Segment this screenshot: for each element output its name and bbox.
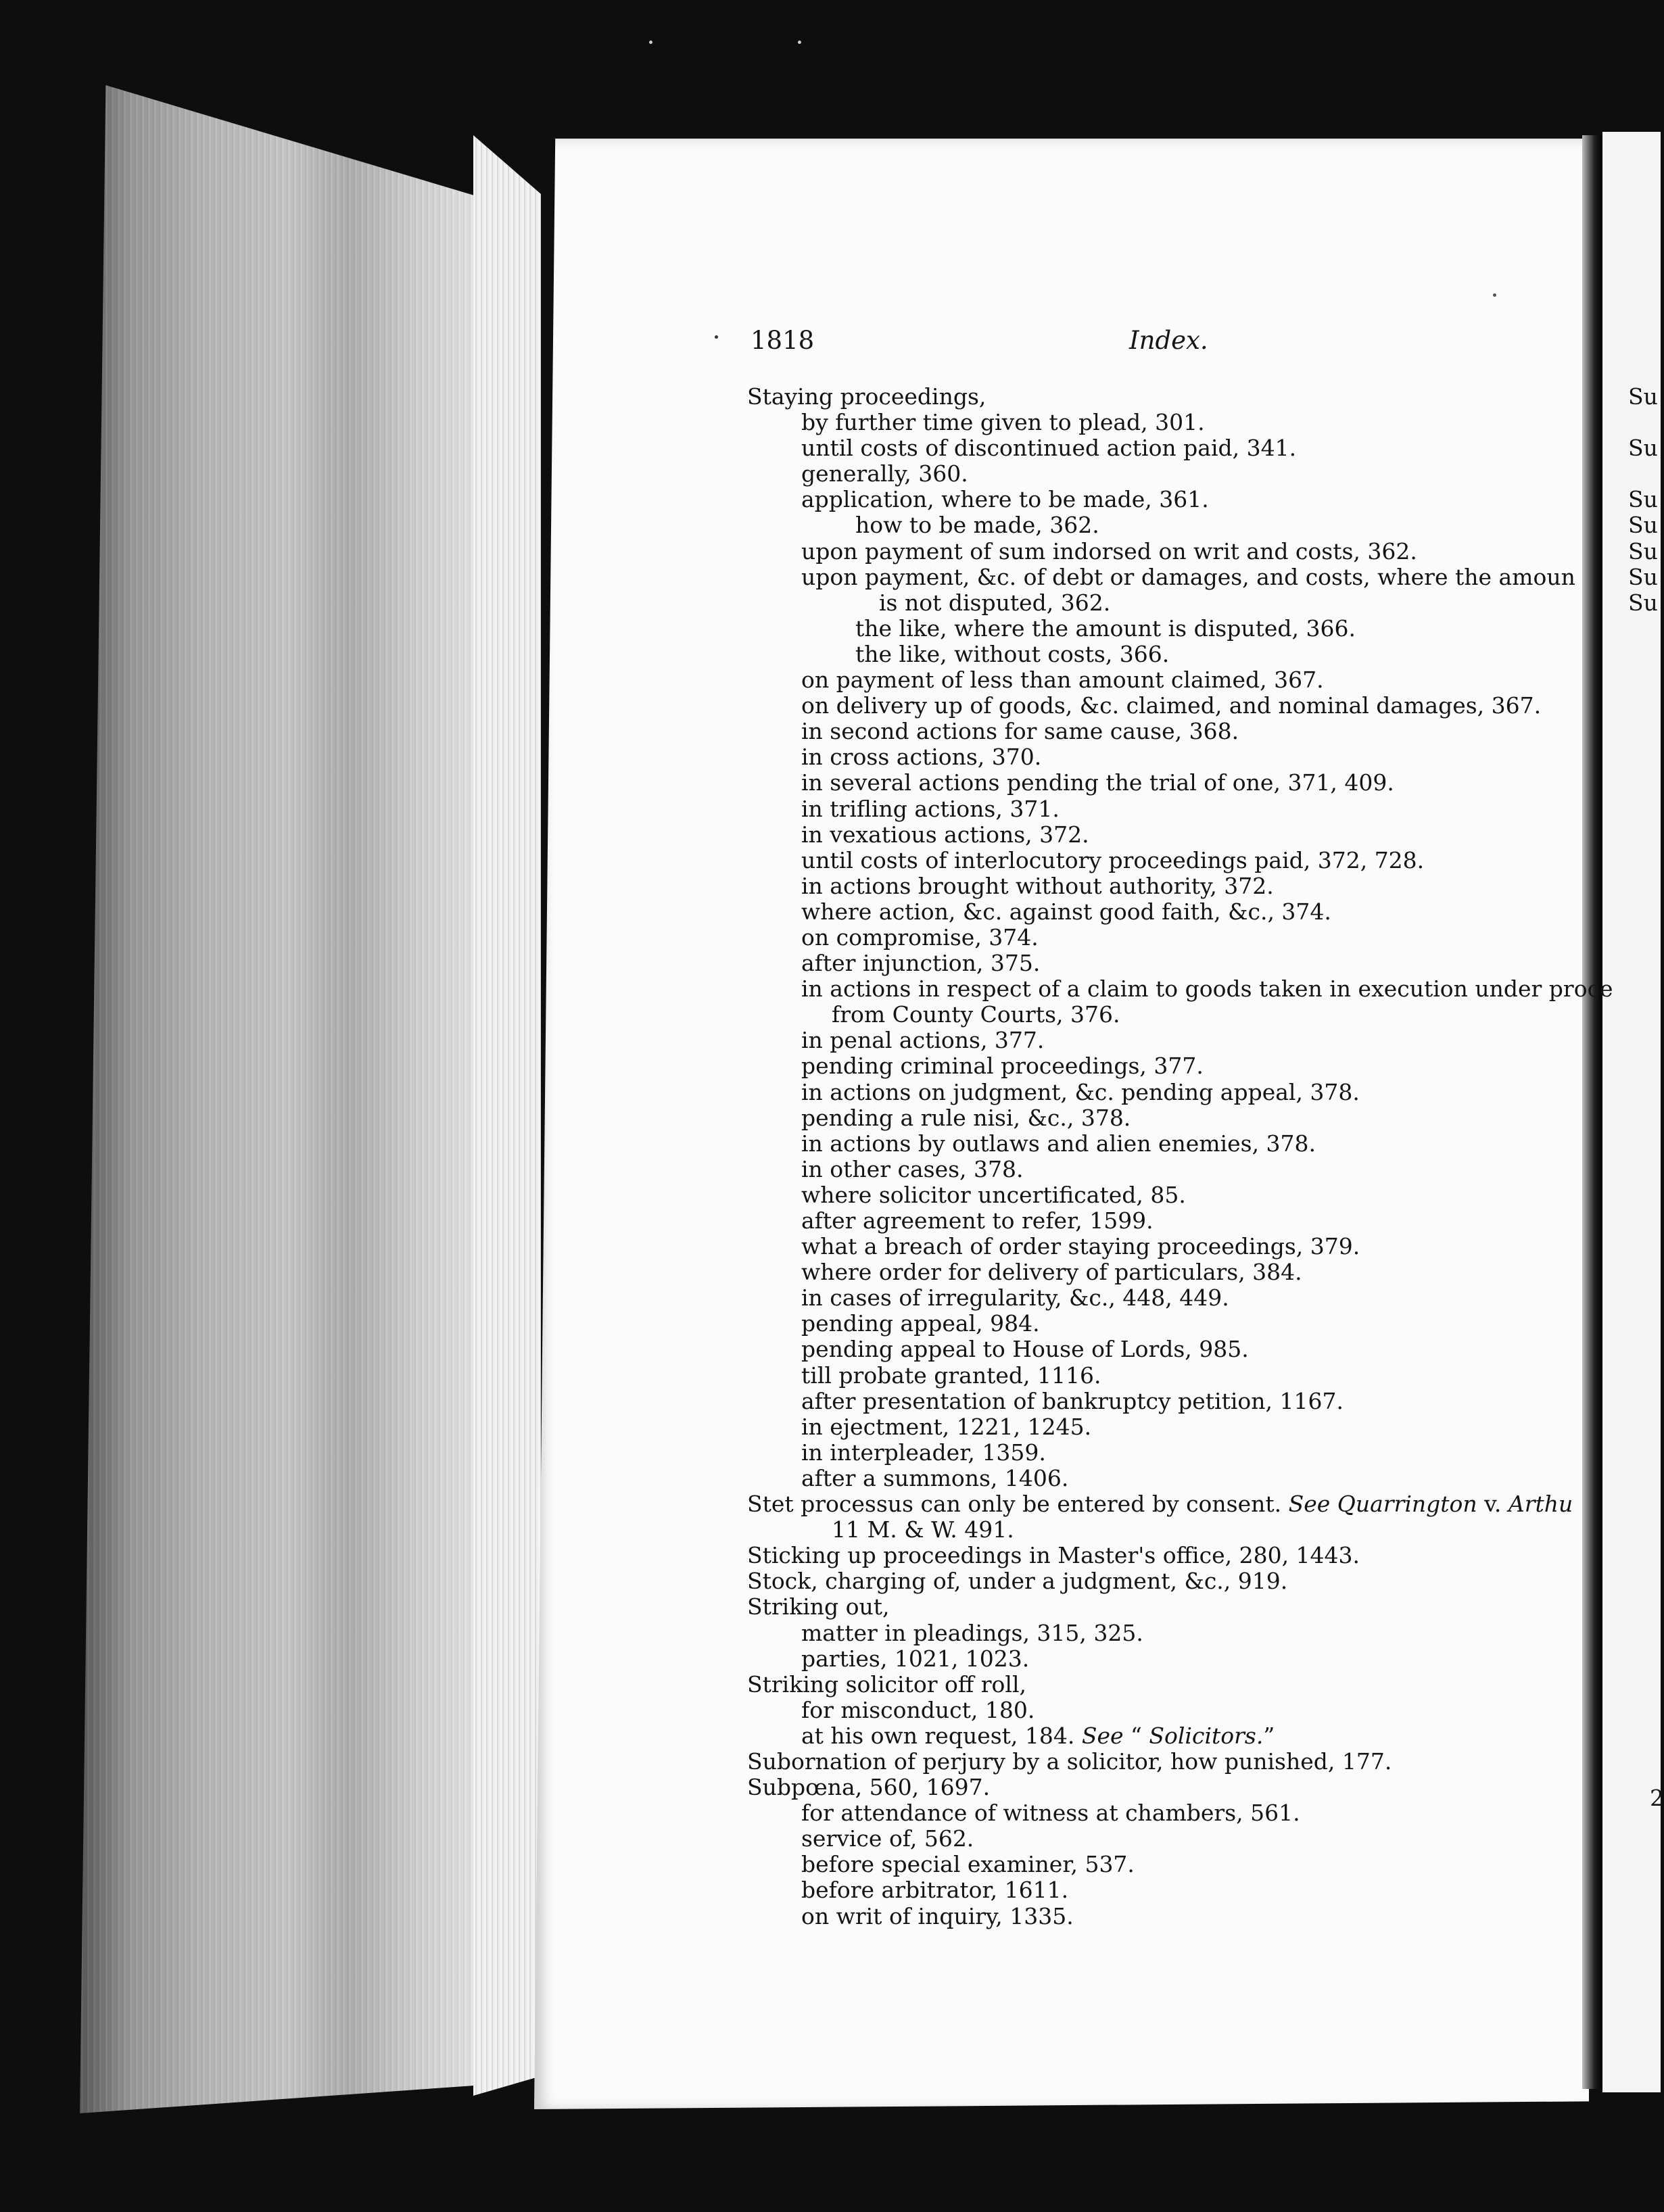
index-entry — [747, 435, 1586, 461]
index-entry — [747, 642, 1586, 667]
index-entry — [747, 796, 1586, 822]
facing-page-fragment: Su — [1628, 383, 1658, 410]
index-entry — [747, 1131, 1586, 1157]
index-entry-text: Subornation of perjury by a solicitor, how punished, 177. — [747, 1748, 1392, 1775]
index-entry-text: what a breach of order staying proceedings, 379. — [801, 1233, 1360, 1260]
facing-page-fragment: Su — [1628, 589, 1658, 616]
index-entry-text: pending appeal, 984. — [801, 1310, 1040, 1337]
facing-page-fragment: Su — [1628, 486, 1658, 513]
facing-page-fragments — [1628, 384, 1661, 616]
index-entry — [747, 616, 1586, 642]
index-entry-text: application, where to be made, 361. — [801, 486, 1209, 513]
index-entry — [747, 770, 1586, 796]
index-entry — [747, 693, 1586, 719]
index-entry — [747, 1852, 1586, 1877]
facing-page-fragment: Su — [1628, 563, 1658, 590]
index-entry — [747, 384, 1586, 410]
index-entry — [747, 1466, 1586, 1491]
index-entry — [747, 1775, 1586, 1800]
index-entry — [747, 1749, 1586, 1775]
index-entry — [747, 1491, 1586, 1517]
index-entry-text: till probate granted, 1116. — [801, 1362, 1101, 1389]
index-entry — [747, 1105, 1586, 1131]
index-entry-italic: See — [1081, 1722, 1124, 1749]
index-entry-text: on writ of inquiry, 1335. — [801, 1902, 1074, 1929]
index-entry — [747, 1517, 1586, 1543]
index-entry — [747, 925, 1586, 951]
index-entry-text: in several actions pending the trial of one, 371, 409. — [801, 769, 1394, 796]
index-entry-italic: See Quarrington — [1288, 1491, 1477, 1518]
index-entry — [747, 848, 1586, 873]
index-entry — [747, 1826, 1586, 1852]
index-entry — [747, 1208, 1586, 1234]
index-entry-text: service of, 562. — [801, 1825, 974, 1852]
index-entry — [747, 487, 1586, 512]
index-entry-text: in penal actions, 377. — [801, 1027, 1045, 1054]
index-entry — [747, 1285, 1586, 1311]
index-entry — [747, 1646, 1586, 1672]
index-entry-text: the like, without costs, 366. — [855, 640, 1170, 667]
running-title: Index. — [1129, 326, 1208, 355]
index-entry-text: in interpleader, 1359. — [801, 1439, 1046, 1466]
index-entry — [747, 899, 1586, 925]
index-entry-text: pending criminal proceedings, 377. — [801, 1053, 1204, 1080]
index-entry — [747, 410, 1586, 435]
index-entry — [747, 564, 1586, 590]
index-entry — [747, 1234, 1586, 1259]
index-entry — [747, 539, 1586, 564]
dust-speck — [649, 41, 652, 44]
index-entry — [747, 1904, 1586, 1929]
index-entry-text: until costs of discontinued action paid, 341. — [801, 435, 1297, 462]
index-entry — [747, 1594, 1586, 1620]
index-entry-text: the like, where the amount is disputed, 366. — [855, 615, 1356, 642]
index-entry — [747, 1028, 1586, 1053]
index-entry-text: in actions in respect of a claim to goods taken in execution under proce — [801, 976, 1613, 1003]
index-entry-text: pending a rule nisi, &c., 378. — [801, 1104, 1131, 1131]
index-entry-text: for misconduct, 180. — [801, 1696, 1035, 1723]
index-entry — [747, 976, 1613, 1003]
index-entry-text: where solicitor uncertificated, 85. — [801, 1181, 1186, 1208]
index-entry — [747, 1414, 1586, 1440]
index-entry-text: matter in pleadings, 315, 325. — [801, 1619, 1143, 1646]
index-entry — [747, 873, 1586, 899]
index-entry-text: in cases of irregularity, &c., 448, 449. — [801, 1284, 1229, 1312]
index-entry — [747, 1311, 1586, 1337]
index-entry — [747, 1672, 1586, 1698]
index-entry-text: 11 M. & W. 491. — [832, 1516, 1014, 1543]
index-entry-text: Sticking up proceedings in Master's office, 280, 1443. — [747, 1542, 1360, 1569]
index-entry-text: where order for delivery of particulars, 384. — [801, 1259, 1302, 1286]
facing-page-fragment: Su — [1628, 435, 1658, 462]
index-entry — [747, 1053, 1586, 1079]
index-entry-italic: Arthu — [1508, 1491, 1573, 1518]
index-entry-text: in vexatious actions, 372. — [801, 821, 1089, 848]
index-entry — [747, 1002, 1586, 1028]
index-entry-text: after presentation of bankruptcy petition, 1167. — [801, 1387, 1344, 1414]
facing-page-fragment: Su — [1628, 512, 1658, 539]
index-entry-text: by further time given to plead, 301. — [801, 409, 1205, 436]
index-entry-text: Stet processus can only be entered by consent. — [747, 1491, 1289, 1518]
facing-page-fragment — [1628, 461, 1661, 487]
index-entry-text: in second actions for same cause, 368. — [801, 718, 1239, 745]
index-entry — [747, 1080, 1586, 1105]
index-entry — [747, 719, 1586, 744]
index-entry — [747, 1259, 1586, 1285]
index-entry-text: at his own request, 184. — [801, 1722, 1082, 1749]
index-entry-text: before special examiner, 537. — [801, 1851, 1135, 1878]
index-entry — [747, 1440, 1586, 1466]
index-entry — [747, 1698, 1586, 1723]
index-entry-text: Striking solicitor off roll, — [747, 1670, 1026, 1698]
index-entry — [747, 461, 1586, 487]
dust-speck — [715, 335, 718, 339]
index-entry-text: Staying proceedings, — [747, 383, 986, 410]
index-entry-text: Subpœna, 560, 1697. — [747, 1774, 991, 1801]
index-entry — [747, 1568, 1586, 1594]
index-entries — [747, 383, 1613, 1939]
index-entry — [747, 667, 1586, 693]
index-entry-text: on delivery up of goods, &c. claimed, and nominal damages, 367. — [801, 692, 1542, 719]
index-entry-text: “ — [1123, 1722, 1149, 1749]
index-entry — [747, 512, 1586, 538]
index-entry — [747, 951, 1586, 976]
facing-page-number-fragment: 2 — [1650, 1785, 1664, 1811]
index-entry — [747, 1800, 1586, 1826]
index-entry-text: pending appeal to House of Lords, 985. — [801, 1336, 1249, 1363]
index-entry — [747, 744, 1586, 770]
index-entry-text: Striking out, — [747, 1593, 890, 1620]
facing-page-fragment — [1628, 410, 1661, 435]
index-entry-text: in trifling actions, 371. — [801, 795, 1060, 822]
page-stack-edge — [473, 135, 541, 2096]
index-entry-text: parties, 1021, 1023. — [801, 1645, 1030, 1672]
index-entry-text: in actions brought without authority, 372. — [801, 872, 1274, 899]
index-entry-text: upon payment, &c. of debt or damages, and costs, where the amoun — [801, 563, 1575, 590]
index-entry-text: Stock, charging of, under a judgment, &c., 919. — [747, 1568, 1288, 1595]
index-entry-text: in cross actions, 370. — [801, 744, 1042, 771]
index-entry — [747, 1543, 1586, 1568]
dust-speck — [798, 41, 801, 44]
index-entry-text: in other cases, 378. — [801, 1155, 1024, 1182]
index-entry — [747, 1723, 1586, 1749]
index-entry-text: on payment of less than amount claimed, 367. — [801, 667, 1324, 694]
index-entry-text: generally, 360. — [801, 460, 968, 487]
index-entry-text: until costs of interlocutory proceedings paid, 372, 728. — [801, 846, 1425, 873]
index-entry — [747, 1337, 1586, 1362]
index-entry — [747, 1877, 1586, 1903]
index-entry — [747, 1389, 1586, 1414]
index-entry-text: for attendance of witness at chambers, 561. — [801, 1800, 1300, 1827]
index-entry — [747, 590, 1586, 616]
index-entry — [747, 1157, 1586, 1182]
index-entry-text: on compromise, 374. — [801, 923, 1039, 951]
index-entry — [747, 1363, 1586, 1389]
index-entry-text: is not disputed, 362. — [879, 589, 1111, 616]
index-entry-text: after agreement to refer, 1599. — [801, 1207, 1154, 1234]
index-entry-text: in actions by outlaws and alien enemies, 378. — [801, 1130, 1316, 1157]
index-entry-text: how to be made, 362. — [855, 512, 1099, 539]
closed-page-block — [80, 85, 513, 2113]
index-entry — [747, 822, 1586, 848]
index-entry-text: v. — [1477, 1491, 1508, 1518]
index-entry-text: from County Courts, 376. — [832, 1001, 1120, 1028]
index-entry — [747, 1620, 1586, 1646]
index-entry-text: ” — [1263, 1722, 1275, 1749]
index-entry-text: after injunction, 375. — [801, 950, 1041, 977]
index-entry-text: before arbitrator, 1611. — [801, 1877, 1069, 1904]
index-entry-text: in ejectment, 1221, 1245. — [801, 1413, 1092, 1440]
facing-page-fragment: Su — [1628, 537, 1658, 564]
dust-speck — [1493, 293, 1496, 297]
index-entry — [747, 1182, 1586, 1208]
index-entry-text: upon payment of sum indorsed on writ and costs, 362. — [801, 537, 1417, 564]
index-entry-italic: Solicitors. — [1149, 1722, 1264, 1749]
index-entry-text: after a summons, 1406. — [801, 1464, 1069, 1491]
index-entry-text: in actions on judgment, &c. pending appeal, 378. — [801, 1078, 1360, 1105]
index-entry-text: where action, &c. against good faith, &c., 374. — [801, 898, 1331, 925]
page-number: 1818 — [751, 326, 815, 355]
